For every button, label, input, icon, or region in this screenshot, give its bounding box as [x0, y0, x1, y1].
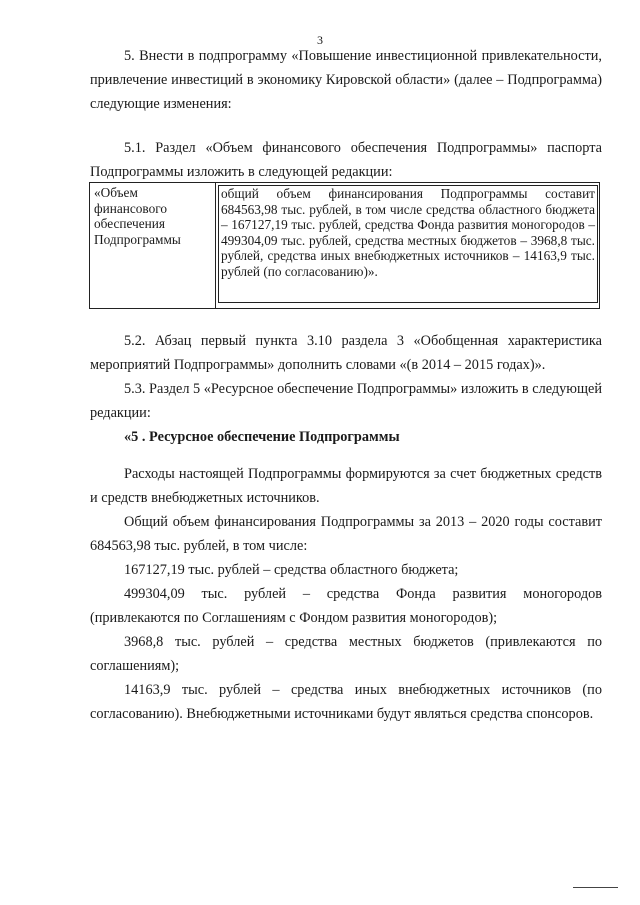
- paragraph-item-5: 5. Внести в подпрограмму «Повышение инвестиционной привлекательности, привлечение инвестиций в экономику Кировской области» (далее – Подпрограмма) следующие изменения:: [90, 48, 602, 112]
- section-5-2-5-3: [90, 329, 602, 449]
- paragraph-body-5: 3968,8 тыс. рублей – средства местных бюджетов (привлекаются по соглашениям);: [90, 634, 602, 674]
- section-5-intro: [90, 44, 602, 116]
- paragraph-body-6: 14163,9 тыс. рублей – средства иных внебюджетных источников (по согласованию). Внебюджетными источниками будут являться средства спонсоров.: [90, 682, 602, 722]
- funding-table: [89, 182, 600, 309]
- paragraph-item-5-1: 5.1. Раздел «Объем финансового обеспечения Подпрограммы» паспорта Подпрограммы изложить в следующей редакции:: [90, 140, 602, 180]
- table-cell-inner: общий объем финансирования Подпрограммы составит 684563,98 тыс. рублей, в том числе средства областного бюджета – 167127,19 тыс. рублей, средства Фонда развития моногородов – 499304,09 тыс. рублей, средства местных бюджетов – 3968,8 тыс. рублей, средства иных внебюджетных источников – 14163,9 тыс. рублей (по согласованию)».: [218, 185, 598, 303]
- paragraph-body-2: Общий объем финансирования Подпрограммы за 2013 – 2020 годы составит 684563,98 тыс. рублей, в том числе:: [90, 514, 602, 554]
- section-5-1: [90, 136, 602, 184]
- table-cell-value: [216, 183, 600, 309]
- section-heading: «5 . Ресурсное обеспечение Подпрограммы: [124, 429, 400, 445]
- table-cell-label: «Объем финансового обеспечения Подпрограммы: [90, 183, 216, 309]
- section-5-body: [90, 462, 602, 726]
- paragraph-item-5-3: 5.3. Раздел 5 «Ресурсное обеспечение Подпрограммы» изложить в следующей редакции:: [90, 381, 602, 421]
- paragraph-item-5-2: 5.2. Абзац первый пункта 3.10 раздела 3 «Обобщенная характеристика мероприятий Подпрограммы» дополнить словами «(в 2014 – 2015 годах)».: [90, 333, 602, 373]
- paragraph-body-4: 499304,09 тыс. рублей – средства Фонда развития моногородов (привлекаются по Соглашениям с Фондом развития моногородов);: [90, 586, 602, 626]
- paragraph-body-3: 167127,19 тыс. рублей – средства областного бюджета;: [124, 562, 459, 578]
- footer-rule: [573, 887, 618, 888]
- page-number: 3: [317, 33, 323, 47]
- table-row: [90, 183, 600, 309]
- paragraph-body-1: Расходы настоящей Подпрограммы формируются за счет бюджетных средств и средств внебюджетных источников.: [90, 466, 602, 506]
